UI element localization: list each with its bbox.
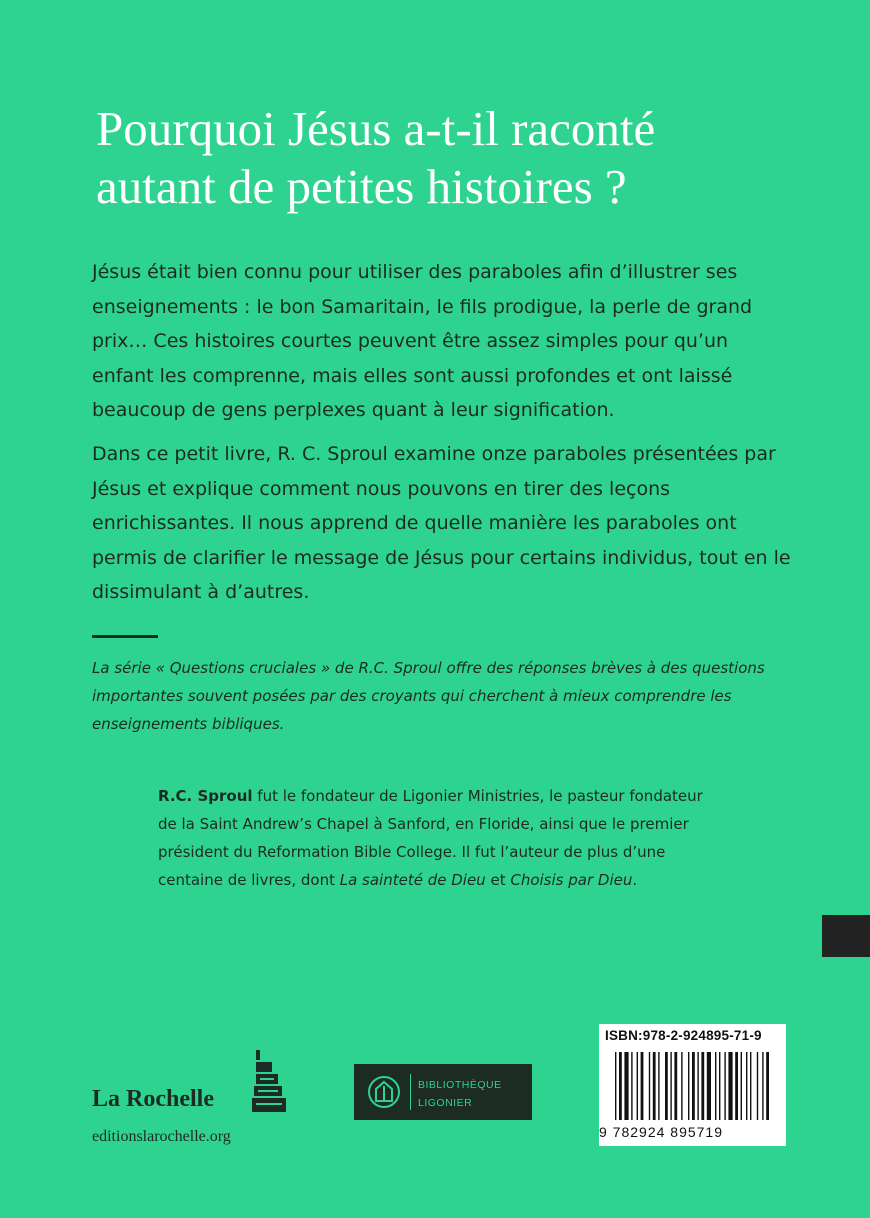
barcode-bar <box>624 1052 628 1120</box>
description-paragraph-1: Jésus était bien connu pour utiliser des paraboles afin d’illustrer ses enseignements : le bon Samaritain, le fils prodigue, la perle de grand prix… Ces histoires courtes peuvent être assez simples pour qu’un enfant les comprenne, mais elles sont aussi profondes et ont laissé beaucoup de gens perplexes quant à leur signification. <box>92 261 753 421</box>
barcode-bar <box>728 1052 732 1120</box>
barcode-bar <box>674 1052 677 1120</box>
barcode-bars <box>599 1050 786 1122</box>
bio-text-3: . <box>632 871 638 889</box>
publisher-website: editionslarochelle.org <box>92 1128 231 1145</box>
barcode-bar <box>681 1052 682 1120</box>
barcode-bar <box>757 1052 758 1120</box>
barcode-bar <box>741 1052 742 1120</box>
title-line-2: autant de petites histoires ? <box>96 159 627 214</box>
imprint-divider <box>410 1074 411 1110</box>
barcode-bar <box>631 1052 632 1120</box>
title-line-1: Pourquoi Jésus a-t-il raconté <box>96 101 656 156</box>
barcode-bar <box>692 1052 695 1120</box>
barcode-digits: 9 782924 895719 <box>599 1124 723 1140</box>
imprint-logo <box>354 1064 532 1120</box>
bio-text-1: fut le fondateur de Ligonier Ministries, le pasteur fondateur de la Saint Andrew’s Chapel à Sanford, en Floride, ainsi que le premier président du Reformation Bible College. Il fut l’auteur de plus d’une centaine de livres, dont <box>158 787 703 889</box>
publisher-name: La Rochelle <box>92 1086 214 1112</box>
barcode-bar <box>750 1052 751 1120</box>
barcode-bar <box>688 1052 689 1120</box>
barcode-bar <box>746 1052 747 1120</box>
barcode-bar <box>735 1052 738 1120</box>
series-note: La série « Questions cruciales » de R.C. Sproul offre des réponses brèves à des questions importantes souvent posées par des croyants qui cherchent à mieux comprendre les enseignements bibliques. <box>92 659 765 733</box>
shield-leaf-icon <box>364 1074 404 1110</box>
barcode-bar <box>724 1052 725 1120</box>
barcode-bar <box>665 1052 668 1120</box>
barcode-bar <box>641 1052 644 1120</box>
barcode-bar <box>619 1052 622 1120</box>
barcode-bar <box>715 1052 716 1120</box>
bio-text-2: et <box>485 871 511 889</box>
barcode-bar <box>615 1052 616 1120</box>
barcode-bar <box>766 1052 769 1120</box>
barcode-bar <box>658 1052 659 1120</box>
spine-marker <box>822 915 870 957</box>
author-name: R.C. Sproul <box>158 787 253 805</box>
book-title-1: La sainteté de Dieu <box>339 871 486 889</box>
barcode-bar <box>649 1052 650 1120</box>
author-bio <box>158 782 718 894</box>
isbn-number: ISBN:978-2-924895-71-9 <box>605 1028 762 1043</box>
imprint-line-2: LIGONIER <box>418 1097 473 1109</box>
book-title-2: Choisis par Dieu <box>510 871 633 889</box>
book-title <box>96 100 816 216</box>
imprint-name <box>418 1076 502 1112</box>
isbn-barcode <box>599 1024 786 1146</box>
imprint-line-1: BIBLIOTHÈQUE <box>418 1079 502 1091</box>
barcode-bar <box>670 1052 671 1120</box>
barcode-bar <box>697 1052 698 1120</box>
description-paragraph-2: Dans ce petit livre, R. C. Sproul examine onze paraboles présentées par Jésus et explique comment nous pouvons en tirer des leçons enrichissantes. Il nous apprend de quelle manière les paraboles ont permis de clarifier le message de Jésus pour certains individus, tout en le dissimulant à d’autres. <box>92 443 791 603</box>
barcode-bar <box>707 1052 711 1120</box>
barcode-bar <box>653 1052 656 1120</box>
section-divider <box>92 635 158 638</box>
barcode-bar <box>701 1052 704 1120</box>
barcode-bar <box>637 1052 638 1120</box>
barcode-bar <box>762 1052 763 1120</box>
publisher-logo <box>92 1050 302 1120</box>
barcode-bar <box>719 1052 720 1120</box>
book-stack-icon <box>250 1050 292 1120</box>
